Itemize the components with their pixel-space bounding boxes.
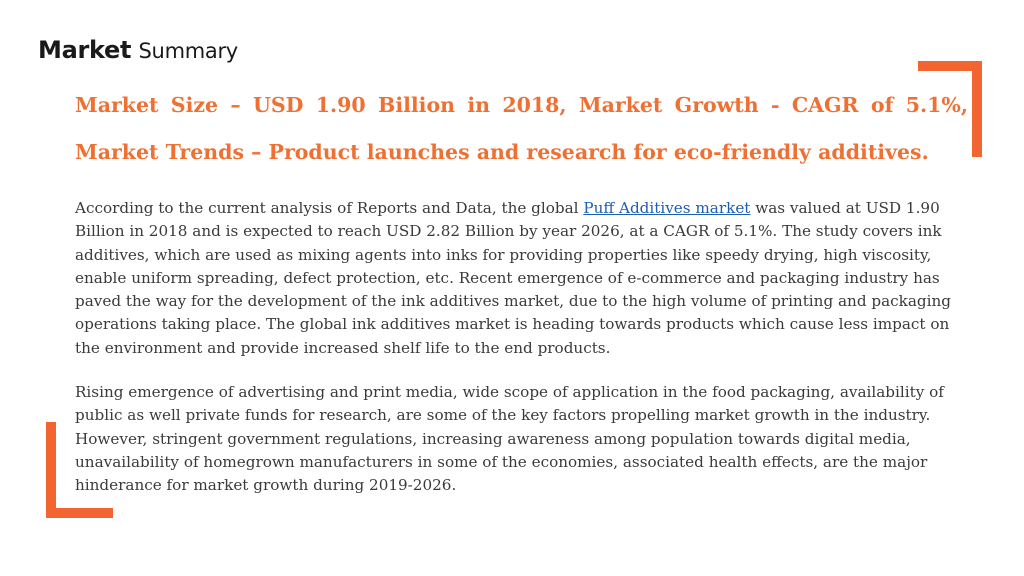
paragraph-1-body: was valued at USD 1.90 Billion in 2018 and is expected to reach USD 2.82 Billion by year 2026, at a CAGR of 5.1%. The study covers ink additives, which are used as mixing agents into inks for providing properties like speedy drying, high viscosity, enable uniform spreading, defect protection, etc. Recent emergence of e-commerce and packaging industry has paved the way for the development of the ink additives market, due to the high volume of printing and packaging operations taking place. The global ink additives market is heading towards products which cause less impact on the environment and provide increased shelf life to the end products. (75, 199, 952, 357)
headline-market-size: Market Size – USD 1.90 Billion in 2018, Market Growth - CAGR of 5.1%, (75, 93, 968, 117)
paragraph-market-drivers: Rising emergence of advertising and print media, wide scope of application in the food packaging, availability of public as well private funds for research, are some of the key factors propelling market growth in the industry. However, stringent government regulations, increasing awareness among population towards digital media, unavailability of homegrown manufacturers in some of the economies, associated health effects, are the major hinderance for market growth during 2019-2026. (75, 383, 944, 495)
slide-title-strong: Market (38, 36, 132, 64)
slide-title (38, 36, 238, 64)
headline-market-trends: Market Trends – Product launches and research for eco-friendly additives. (75, 140, 929, 164)
puff-additives-market-link[interactable]: Puff Additives market (583, 199, 751, 217)
paragraph-market-analysis (75, 197, 975, 360)
paragraph-1-intro: According to the current analysis of Reports and Data, the global (75, 199, 584, 217)
slide-title-rest: Summary (138, 39, 238, 63)
